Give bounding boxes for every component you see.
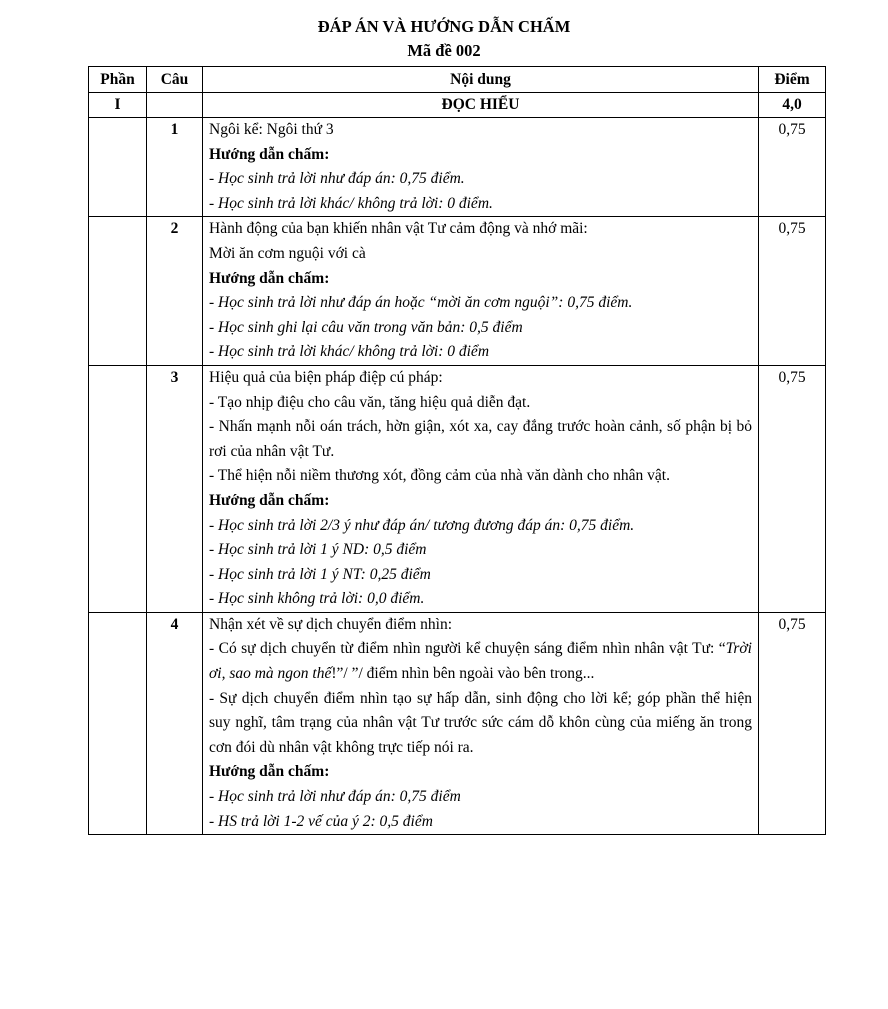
content-cell (203, 612, 759, 834)
answer-line: - Nhấn mạnh nỗi oán trách, hờn giận, xót xa, cay đắng trước hoàn cảnh, số phận bị bỏ rơi của nhân vật Tư. (209, 418, 752, 460)
content-cell (203, 365, 759, 612)
section-part: I (89, 93, 147, 118)
score-cell: 0,75 (759, 217, 826, 366)
content-cell (203, 217, 759, 366)
guide-label: Hướng dẫn chấm: (209, 491, 330, 509)
answer-text: !”/ ”/ điểm nhìn bên ngoài vào bên trong... (331, 665, 595, 683)
score-cell: 0,75 (759, 365, 826, 612)
answer-line: - Tạo nhịp điệu cho câu văn, tăng hiệu quả diễn đạt. (209, 393, 531, 411)
question-number: 4 (147, 612, 203, 834)
guide-label: Hướng dẫn chấm: (209, 145, 330, 163)
table-row (89, 365, 826, 612)
answer-paragraph: - Sự dịch chuyển điểm nhìn tạo sự hấp dẫn, sinh động cho lời kể; góp phần thể hiện suy nghĩ, tâm trạng của nhân vật Tư trước sức cám dỗ khôn cùng của miếng ăn trong cơn đói dù nhân vật không trực tiếp nói ra. (209, 689, 752, 756)
document-title: ĐÁP ÁN VÀ HƯỚNG DẪN CHẤM (317, 17, 571, 36)
question-number: 3 (147, 365, 203, 612)
score-cell: 0,75 (759, 612, 826, 834)
part-cell (89, 612, 147, 834)
guide-line: - Học sinh trả lời như đáp án: 0,75 điểm (209, 788, 461, 806)
answer-text: - Có sự dịch chuyển từ điểm nhìn người kể chuyện sáng điểm nhìn nhân vật Tư: “ (209, 640, 726, 658)
answer-line: - Thể hiện nỗi niềm thương xót, đồng cảm của nhà văn dành cho nhân vật. (209, 467, 670, 485)
guide-line: - Học sinh ghi lại câu văn trong văn bản: 0,5 điểm (209, 318, 523, 336)
section-score: 4,0 (759, 93, 826, 118)
section-row (89, 93, 826, 118)
answer-line: Mời ăn cơm nguội với cà (209, 244, 366, 262)
answer-line: Hành động của bạn khiến nhân vật Tư cảm động và nhớ mãi: (209, 220, 588, 238)
guide-label: Hướng dẫn chấm: (209, 269, 330, 287)
guide-line: - Học sinh trả lời 1 ý NT: 0,25 điểm (209, 565, 431, 583)
guide-line: - Học sinh không trả lời: 0,0 điểm. (209, 590, 425, 608)
guide-line: - Học sinh trả lời 1 ý ND: 0,5 điểm (209, 541, 427, 559)
guide-line: - Học sinh trả lời khác/ không trả lời: 0 điểm (209, 343, 490, 361)
guide-line: - Học sinh trả lời như đáp án: 0,75 điểm. (209, 170, 465, 188)
guide-label: Hướng dẫn chấm: (209, 763, 330, 781)
section-title: ĐỌC HIỂU (203, 93, 759, 118)
content-cell (203, 118, 759, 217)
part-cell (89, 118, 147, 217)
exam-code: Mã đề 002 (407, 41, 481, 60)
table-header-row (89, 67, 826, 93)
answer-line: Nhận xét về sự dịch chuyển điểm nhìn: (209, 615, 452, 633)
column-header-content: Nội dung (203, 67, 759, 93)
guide-line: - Học sinh trả lời khác/ không trả lời: 0 điểm. (209, 194, 493, 212)
guide-line: - Học sinh trả lời như đáp án hoặc “mời ăn cơm nguội”: 0,75 điểm. (209, 294, 633, 312)
answer-paragraph (209, 637, 752, 686)
column-header-score: Điểm (759, 67, 826, 93)
table-row (89, 118, 826, 217)
quoted-text: Trời ơi, sao mà ngon thế (209, 640, 752, 683)
answer-table (88, 66, 826, 835)
question-number: 1 (147, 118, 203, 217)
table-row (89, 217, 826, 366)
answer-line: Ngôi kể: Ngôi thứ 3 (209, 121, 334, 138)
guide-line: - HS trả lời 1-2 vế của ý 2: 0,5 điểm (209, 812, 433, 830)
score-cell: 0,75 (759, 118, 826, 217)
part-cell (89, 365, 147, 612)
part-cell (89, 217, 147, 366)
column-header-part: Phần (89, 67, 147, 93)
table-row (89, 612, 826, 834)
guide-line: - Học sinh trả lời 2/3 ý như đáp án/ tương đương đáp án: 0,75 điểm. (209, 516, 635, 534)
column-header-question: Câu (147, 67, 203, 93)
section-empty-cell (147, 93, 203, 118)
answer-line: Hiệu quả của biện pháp điệp cú pháp: (209, 368, 443, 386)
question-number: 2 (147, 217, 203, 366)
